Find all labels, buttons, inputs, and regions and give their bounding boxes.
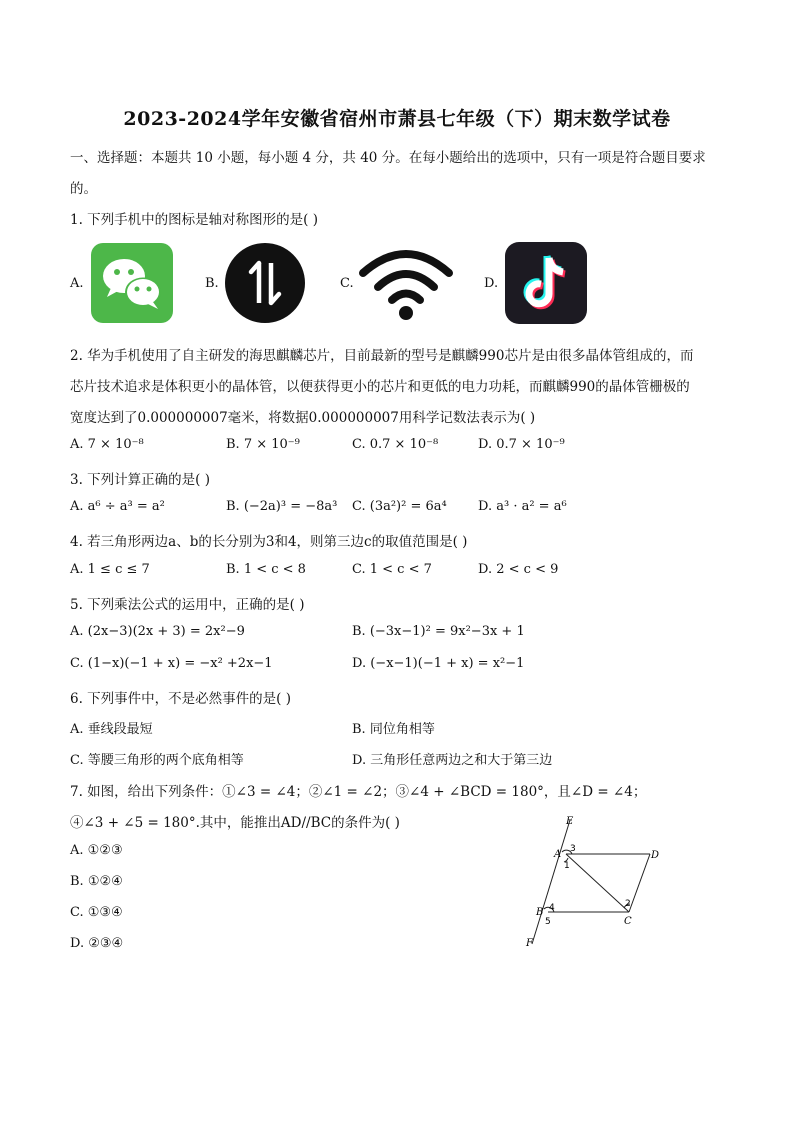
- section-heading-line1: 一、选择题：本题共 10 小题，每小题 4 分，共 40 分。在每小题给出的选项中，只有一项是符合题目要求: [70, 150, 706, 166]
- q3-option-d: D. a³ · a² = a⁶: [478, 499, 567, 514]
- label-B: B: [536, 907, 544, 918]
- q4-option-b: B. 1 < c < 8: [226, 562, 306, 577]
- q7-option-d: D. ②③④: [70, 936, 124, 951]
- label-C: C: [624, 916, 632, 927]
- q7-option-a: A. ①②③: [70, 843, 123, 858]
- q2-option-a: A. 7 × 10⁻⁸: [70, 437, 144, 452]
- angle-label-1: 1: [564, 861, 570, 871]
- q2-option-b: B. 7 × 10⁻⁹: [226, 437, 300, 452]
- q5-option-b: B. (−3x−1)² = 9x²−3x + 1: [352, 624, 525, 639]
- q2-option-c: C. 0.7 × 10⁻⁸: [352, 437, 439, 452]
- q2-line3: 宽度达到了0.000000007毫米，将数据0.000000007用科学记数法表示为( ): [70, 410, 536, 426]
- q5-stem: 5. 下列乘法公式的运用中，正确的是( ): [70, 597, 305, 613]
- q1-option-a-label: A.: [70, 276, 84, 291]
- q6-option-d: D. 三角形任意两边之和大于第三边: [352, 753, 553, 768]
- section-heading-line2: 的。: [70, 181, 97, 197]
- q7-option-c: C. ①③④: [70, 905, 123, 920]
- q3-option-c: C. (3a²)² = 6a⁴: [352, 499, 447, 514]
- q4-option-d: D. 2 < c < 9: [478, 562, 559, 577]
- q7-line1: 7. 如图，给出下列条件：①∠3 = ∠4；②∠1 = ∠2；③∠4 + ∠BCD = 180°，且∠D = ∠4；: [70, 784, 647, 800]
- q4-option-a: A. 1 ≤ c ≤ 7: [70, 562, 150, 577]
- q5-option-d: D. (−x−1)(−1 + x) = x²−1: [352, 656, 525, 671]
- q4-stem: 4. 若三角形两边a、b的长分别为3和4，则第三边c的取值范围是( ): [70, 534, 468, 550]
- q6-option-a: A. 垂线段最短: [70, 722, 153, 737]
- q2-line2: 芯片技术追求是体积更小的晶体管，以便获得更小的芯片和更低的电力功耗，而麒麟990的晶体管栅极的: [70, 379, 690, 395]
- q6-stem: 6. 下列事件中，不是必然事件的是( ): [70, 691, 291, 707]
- wechat-icon: [91, 243, 173, 323]
- page-title: 2023-2024学年安徽省宿州市萧县七年级（下）期末数学试卷: [123, 108, 671, 130]
- label-E: E: [566, 816, 574, 827]
- q5-option-c: C. (1−x)(−1 + x) = −x² +2x−1: [70, 656, 273, 671]
- q1-option-b-label: B.: [205, 276, 219, 291]
- swap-arrows-icon: [224, 243, 306, 323]
- q2-option-d: D. 0.7 × 10⁻⁹: [478, 437, 565, 452]
- label-F: F: [526, 938, 533, 949]
- wifi-icon: [357, 243, 455, 323]
- q7-line2: ④∠3 + ∠5 = 180°.其中，能推出AD//BC的条件为( ): [70, 815, 400, 831]
- label-A: A: [554, 849, 562, 860]
- q5-option-a: A. (2x−3)(2x + 3) = 2x²−9: [70, 624, 245, 639]
- angle-label-4: 4: [549, 903, 555, 913]
- geometry-figure: [520, 812, 670, 950]
- q3-option-b: B. (−2a)³ = −8a³: [226, 499, 338, 514]
- q6-option-b: B. 同位角相等: [352, 722, 435, 737]
- q3-option-a: A. a⁶ ÷ a³ = a²: [70, 499, 165, 514]
- q6-option-c: C. 等腰三角形的两个底角相等: [70, 753, 244, 768]
- angle-label-5: 5: [545, 917, 551, 927]
- label-D: D: [651, 850, 660, 861]
- q2-line1: 2. 华为手机使用了自主研发的海思麒麟芯片，目前最新的型号是麒麟990芯片是由很多晶体管组成的，而: [70, 348, 694, 364]
- q3-stem: 3. 下列计算正确的是( ): [70, 472, 210, 488]
- tiktok-icon: [505, 242, 587, 322]
- q4-option-c: C. 1 < c < 7: [352, 562, 432, 577]
- q1-stem: 1. 下列手机中的图标是轴对称图形的是( ): [70, 212, 318, 228]
- q1-option-c-label: C.: [340, 276, 354, 291]
- angle-label-3: 3: [570, 844, 576, 854]
- angle-label-2: 2: [625, 899, 631, 909]
- q7-option-b: B. ①②④: [70, 874, 123, 889]
- q1-option-d-label: D.: [484, 276, 499, 291]
